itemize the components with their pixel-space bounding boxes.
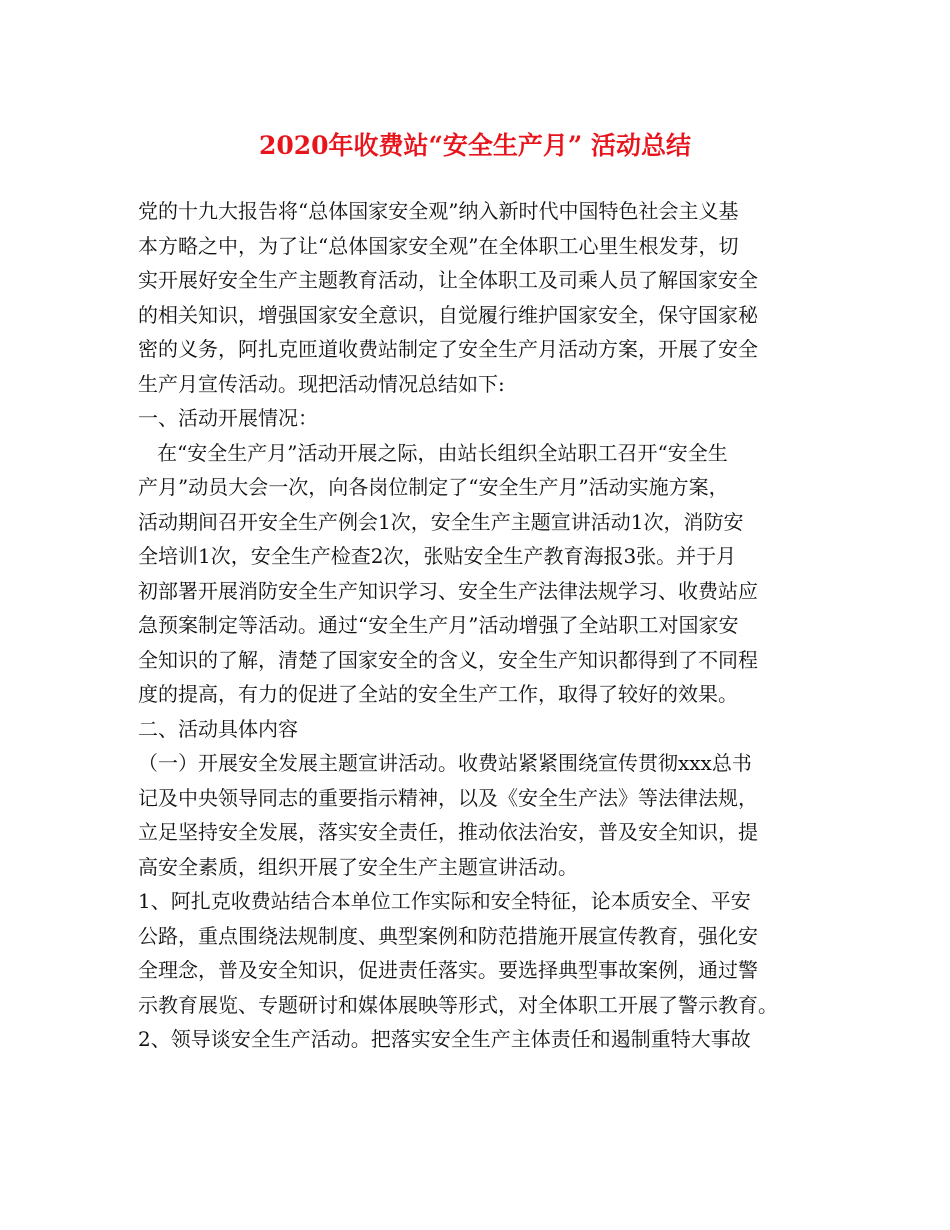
body-line: 全知识的了解，清楚了国家安全的含义，安全生产知识都得到了不同程 [138, 647, 758, 672]
body-line: 初部署开展消防安全生产知识学习、安全生产法律法规学习、收费站应 [138, 578, 758, 603]
body-line: 急预案制定等活动。通过“安全生产月”活动增强了全站职工对国家安 [138, 613, 739, 637]
body-line: 密的义务，阿扎克匝道收费站制定了安全生产月活动方案，开展了安全 [138, 337, 758, 361]
body-line: 公路，重点围绕法规制度、典型案例和防范措施开展宣传教育，强化安 [138, 923, 758, 948]
body-line: 在“安全生产月”活动开展之际，由站长组织全站职工召开“安全生 [138, 440, 728, 465]
body-line: 产月”动员大会一次，向各岗位制定了“安全生产月”活动实施方案， [138, 475, 729, 499]
body-line: 生产月宣传活动。现把活动情况总结如下: [138, 371, 505, 396]
section-heading: 一、活动开展情况： [138, 406, 318, 430]
body-line: 高安全素质，组织开展了安全生产主题宣讲活动。 [138, 854, 578, 879]
body-line: 的相关知识，增强国家安全意识，自觉履行维护国家安全，保守国家秘 [138, 302, 758, 327]
body-line: 记及中央领导同志的重要指示精神，以及《安全生产法》等法律法规， [138, 785, 758, 810]
body-line: 实开展好安全生产主题教育活动，让全体职工及司乘人员了解国家安全 [138, 268, 758, 292]
body-line: 立足坚持安全发展，落实安全责任，推动依法治安，普及安全知识，提 [138, 820, 758, 844]
section-heading: 二、活动具体内容 [138, 716, 298, 741]
body-line: 度的提高，有力的促进了全站的安全生产工作，取得了较好的效果。 [138, 682, 738, 706]
body-line: 1、阿扎克收费站结合本单位工作实际和安全特征，论本质安全、平安 [138, 889, 751, 913]
document-body [138, 194, 838, 1057]
body-line: 党的十九大报告将“总体国家安全观”纳入新时代中国特色社会主义基 [138, 199, 739, 223]
body-line: 全培训1次，安全生产检查2次，张贴安全生产教育海报3张。并于月 [138, 544, 737, 568]
body-line: 全理念，普及安全知识，促进责任落实。要选择典型事故案例，通过警 [138, 958, 758, 982]
body-line: 2、领导谈安全生产活动。把落实安全生产主体责任和遏制重特大事故 [138, 1027, 751, 1051]
body-line: 本方略之中，为了让“总体国家安全观”在全体职工心里生根发芽，切 [138, 233, 739, 258]
body-line: （一）开展安全发展主题宣讲活动。收费站紧紧围绕宣传贯彻xxx总书 [138, 751, 752, 775]
body-line: 活动期间召开安全生产例会1次，安全生产主题宣讲活动1次，消防安 [138, 509, 744, 534]
body-line: 示教育展览、专题研讨和媒体展映等形式，对全体职工开展了警示教育。 [138, 992, 778, 1017]
document-title: 2020年收费站“安全生产月” 活动总结 [258, 131, 692, 160]
